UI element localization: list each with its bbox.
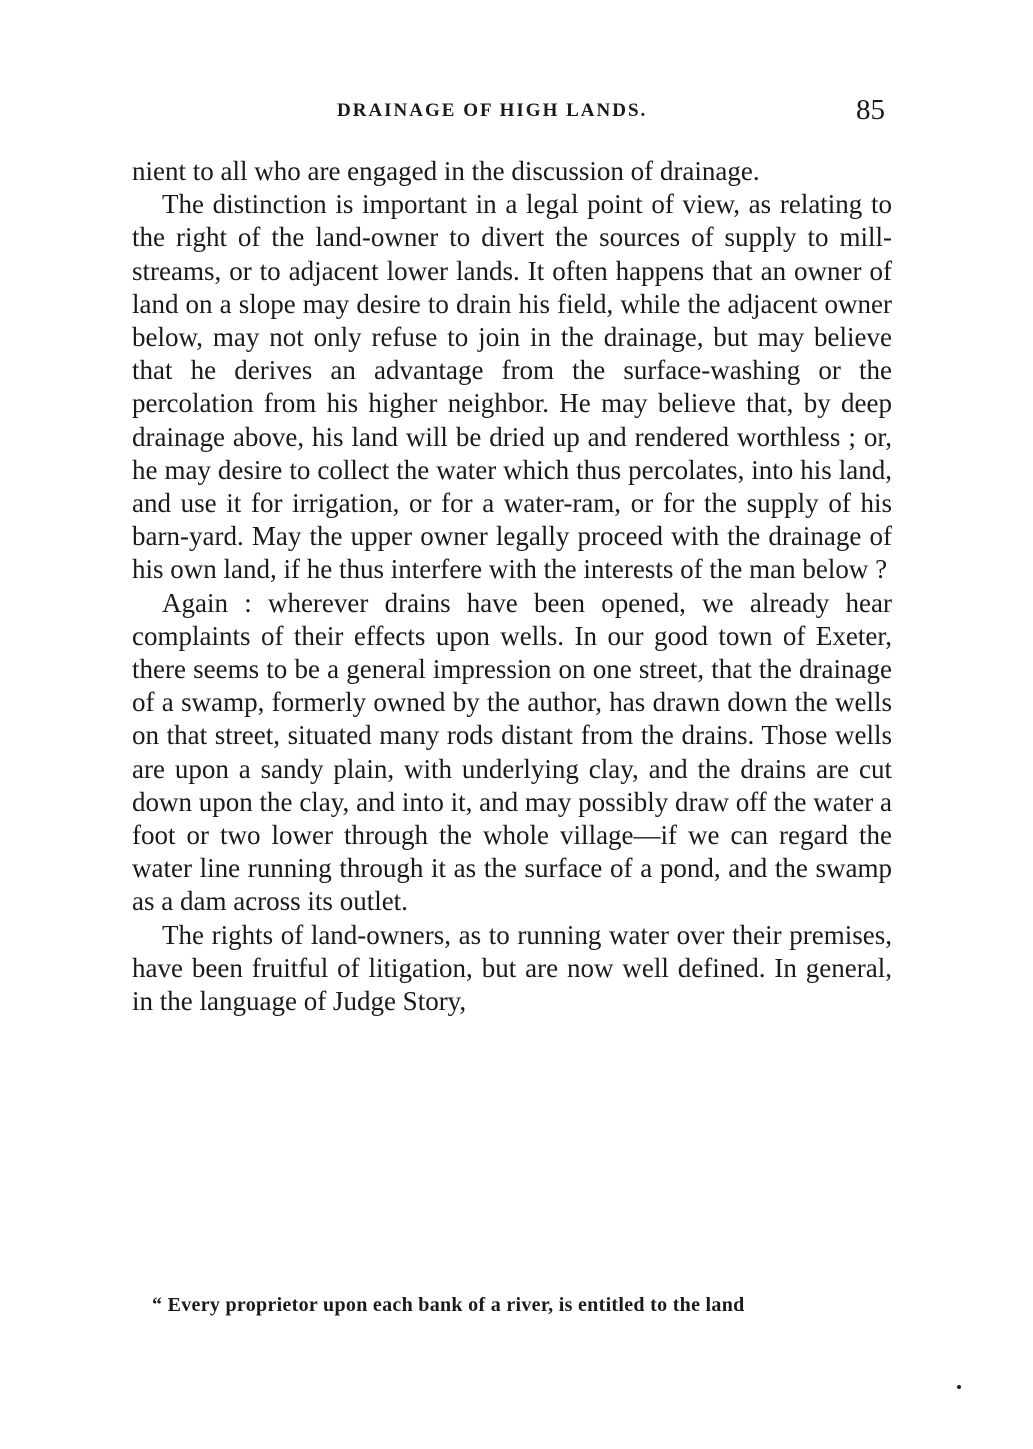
running-head: [0, 96, 1033, 136]
running-title: DRAINAGE OF HIGH LANDS.: [337, 100, 648, 121]
paragraph-legal-distinction: The distinction is important in a legal point of view, as relating to the right of the land-owner to divert the sources of supply to mill-streams, or to adjacent lower lands. It often happens that an owner of land on a slope may desire to drain his field, while the adjacent owner below, may not only refuse to join in the drainage, but may believe that he derives an advantage from the surface-washing or the percolation from his higher neighbor. He may believe that, by deep drainage above, his land will be dried up and rendered worthless ; or, he may desire to collect the water which thus percolates, into his land, and use it for irrigation, or for a water-ram, or for the supply of his barn-yard. May the upper owner legally proceed with the drainage of his own land, if he thus interfere with the interests of the man below ?: [132, 189, 892, 585]
paragraph-wells-exeter: Again : wherever drains have been opened, we already hear complaints of their effects upon wells. In our good town of Exeter, there seems to be a general impression on one street, that the drainage of a swamp, formerly owned by the author, has drawn down the wells on that street, situated many rods distant from the drains. Those wells are upon a sandy plain, with underlying clay, and the drains are cut down upon the clay, and into it, and may possibly draw off the water a foot or two lower through the whole village—if we can regard the water line running through it as the surface of a pond, and the swamp as a dam across its outlet.: [132, 587, 892, 917]
print-speck: [957, 1385, 961, 1389]
paragraph-continuation: nient to all who are engaged in the discussion of drainage.: [132, 156, 760, 186]
quotation-line: “ Every proprietor upon each bank of a river, is entitled to the land: [152, 1294, 745, 1316]
paragraph-running-water-rights: The rights of land-owners, as to running water over their premises, have been fruitful of litigation, but are now well defined. In general, in the language of Judge Story,: [132, 919, 892, 1017]
body-text: [132, 155, 892, 1018]
page-number: 85: [856, 94, 885, 126]
